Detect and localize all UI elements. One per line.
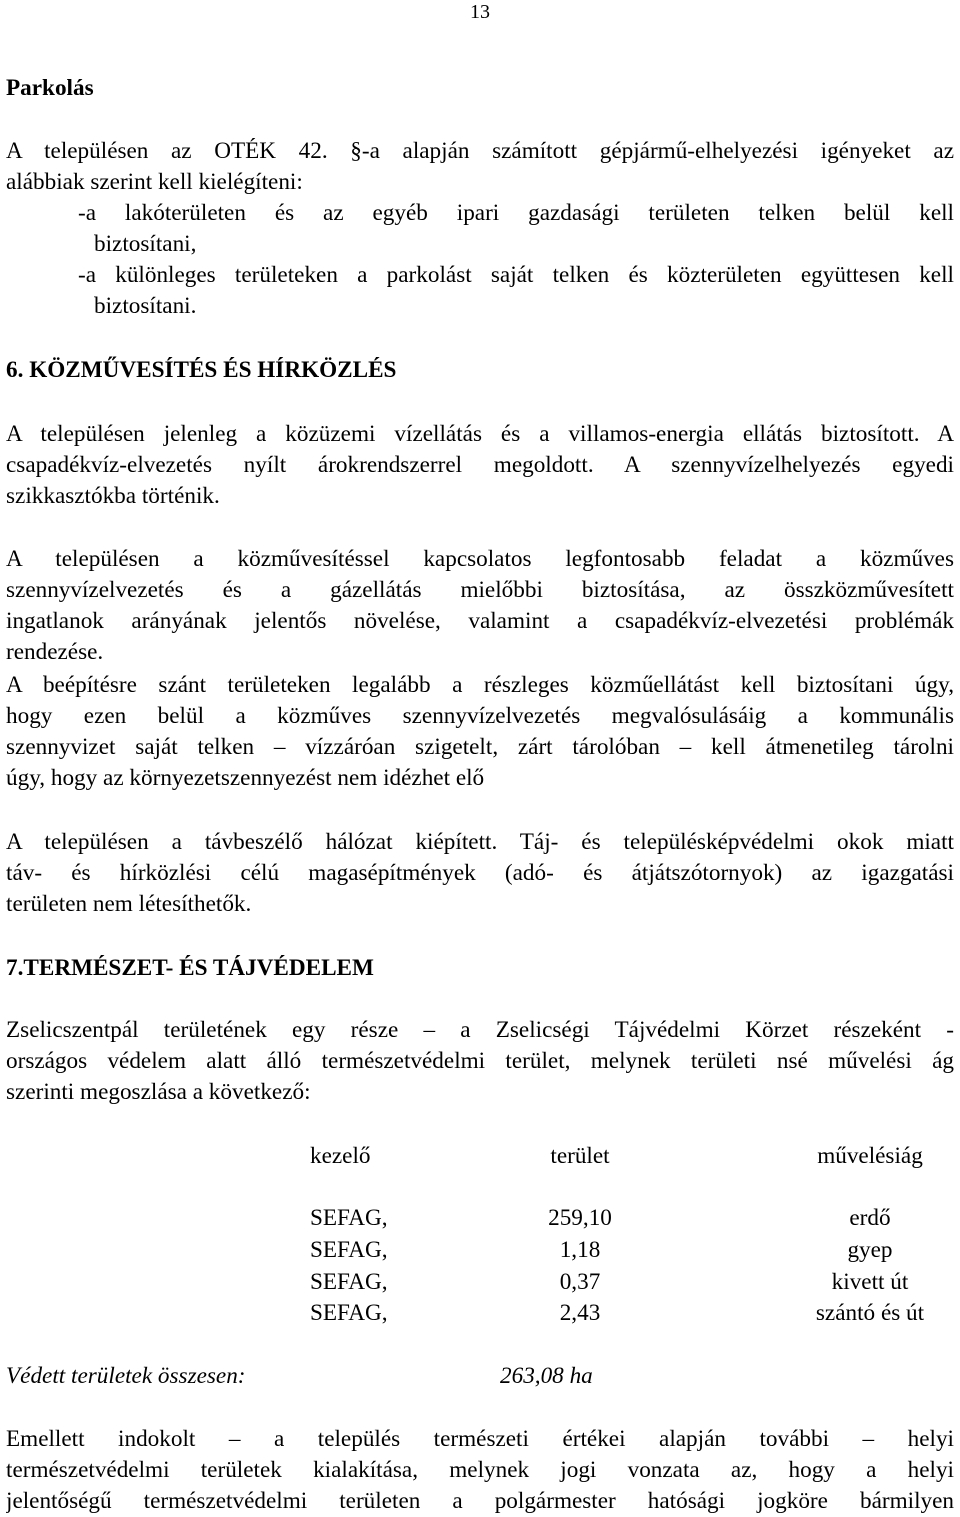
table-cell: SEFAG,	[310, 1300, 388, 1326]
text-line: Zselicszentpál területének egy része – a Zselicségi Tájvédelmi Körzet részeként -	[6, 1017, 954, 1043]
text-line: biztosítani.	[94, 293, 197, 319]
parking-paragraph	[6, 136, 954, 198]
text-line: szennyvízelvezetés és a gázellátás mielőbbi biztosítása, az összközművesített	[6, 577, 954, 603]
text-line: hogy ezen belül a közműves szennyvízelvezetés megvalósulásáig a kommunális	[6, 703, 954, 729]
parking-heading: Parkolás	[6, 75, 94, 101]
table-header-cultivation: művelésiág	[817, 1143, 923, 1169]
text-line: biztosítani,	[94, 231, 197, 257]
text-line: -a különleges területeken a parkolást saját telken és közterületen együttesen kell	[78, 262, 954, 288]
table-cell: szántó és út	[815, 1300, 925, 1326]
parking-bullet-1	[78, 198, 954, 260]
section-6-paragraph-4	[6, 827, 954, 920]
text-line: szikkasztókba történik.	[6, 483, 220, 509]
section-7-paragraph-2	[6, 1424, 954, 1517]
land-use-table	[310, 1141, 950, 1341]
table-cell: 259,10	[548, 1205, 612, 1231]
table-cell: SEFAG,	[310, 1205, 388, 1231]
section-7-heading: 7.TERMÉSZET- ÉS TÁJVÉDELEM	[6, 955, 374, 981]
text-line: rendezése.	[6, 639, 104, 665]
table-cell: 0,37	[559, 1269, 601, 1295]
section-6-paragraph-2	[6, 544, 954, 668]
text-line: A településen a távbeszélő hálózat kiépített. Táj- és településképvédelmi okok miatt	[6, 829, 954, 855]
section-6-paragraph-1	[6, 419, 954, 512]
table-cell: SEFAG,	[310, 1237, 388, 1263]
table-cell: 1,18	[559, 1237, 601, 1263]
section-6-paragraph-3	[6, 670, 954, 794]
text-line: Emellett indokolt – a település természeti értékei alapján további – helyi	[6, 1426, 954, 1452]
table-cell: erdő	[849, 1205, 891, 1231]
text-line: A településen az OTÉK 42. §-a alapján számított gépjármű-elhelyezési igényeket az	[6, 138, 954, 164]
text-line: országos védelem alatt álló természetvédelmi terület, melynek területi nsé művelési ág	[6, 1048, 954, 1074]
text-line: úgy, hogy az környezetszennyezést nem idézhet elő	[6, 765, 485, 791]
text-line: szerinti megoszlása a következő:	[6, 1079, 311, 1105]
text-line: -a lakóterületen és az egyéb ipari gazdasági területen telken belül kell	[78, 200, 954, 226]
table-header-area: terület	[550, 1143, 610, 1169]
text-line: területen nem létesíthetők.	[6, 891, 252, 917]
text-line: táv- és hírközlési célú magasépítmények (adó- és átjátszótornyok) az igazgatási	[6, 860, 954, 886]
text-line: ingatlanok arányának jelentős növelése, valamint a csapadékvíz-elvezetési problémák	[6, 608, 954, 634]
text-line: alábbiak szerint kell kielégíteni:	[6, 169, 303, 195]
page-number: 13	[470, 1, 490, 23]
table-cell: gyep	[847, 1237, 893, 1263]
text-line: A településen jelenleg a közüzemi vízellátás és a villamos-energia ellátás biztosított. A	[6, 421, 954, 447]
protected-total-label: Védett területek összesen:	[6, 1363, 246, 1389]
text-line: jelentőségű természetvédelmi területen a polgármester hatósági jogköre bármilyen	[6, 1488, 954, 1514]
text-line: A beépítésre szánt területeken legalább a részleges közműellátást kell biztosítani úgy,	[6, 672, 954, 698]
text-line: csapadékvíz-elvezetés nyílt árokrendszerrel megoldott. A szennyvízelhelyezés egyedi	[6, 452, 954, 478]
table-cell: 2,43	[559, 1300, 601, 1326]
text-line: természetvédelmi területek kialakítása, melynek jogi vonzata az, hogy a helyi	[6, 1457, 954, 1483]
text-line: A településen a közművesítéssel kapcsolatos legfontosabb feladat a közműves	[6, 546, 954, 572]
table-cell: SEFAG,	[310, 1269, 388, 1295]
section-7-paragraph-1	[6, 1015, 954, 1108]
parking-bullet-2	[78, 260, 954, 322]
protected-total-value: 263,08 ha	[500, 1363, 593, 1389]
table-header-manager: kezelő	[310, 1143, 371, 1169]
table-cell: kivett út	[831, 1269, 909, 1295]
text-line: szennyvizet saját telken – vízzáróan szigetelt, zárt tárolóban – kell átmenetileg tárolni	[6, 734, 954, 760]
section-6-heading: 6. KÖZMŰVESÍTÉS ÉS HÍRKÖZLÉS	[6, 357, 397, 383]
